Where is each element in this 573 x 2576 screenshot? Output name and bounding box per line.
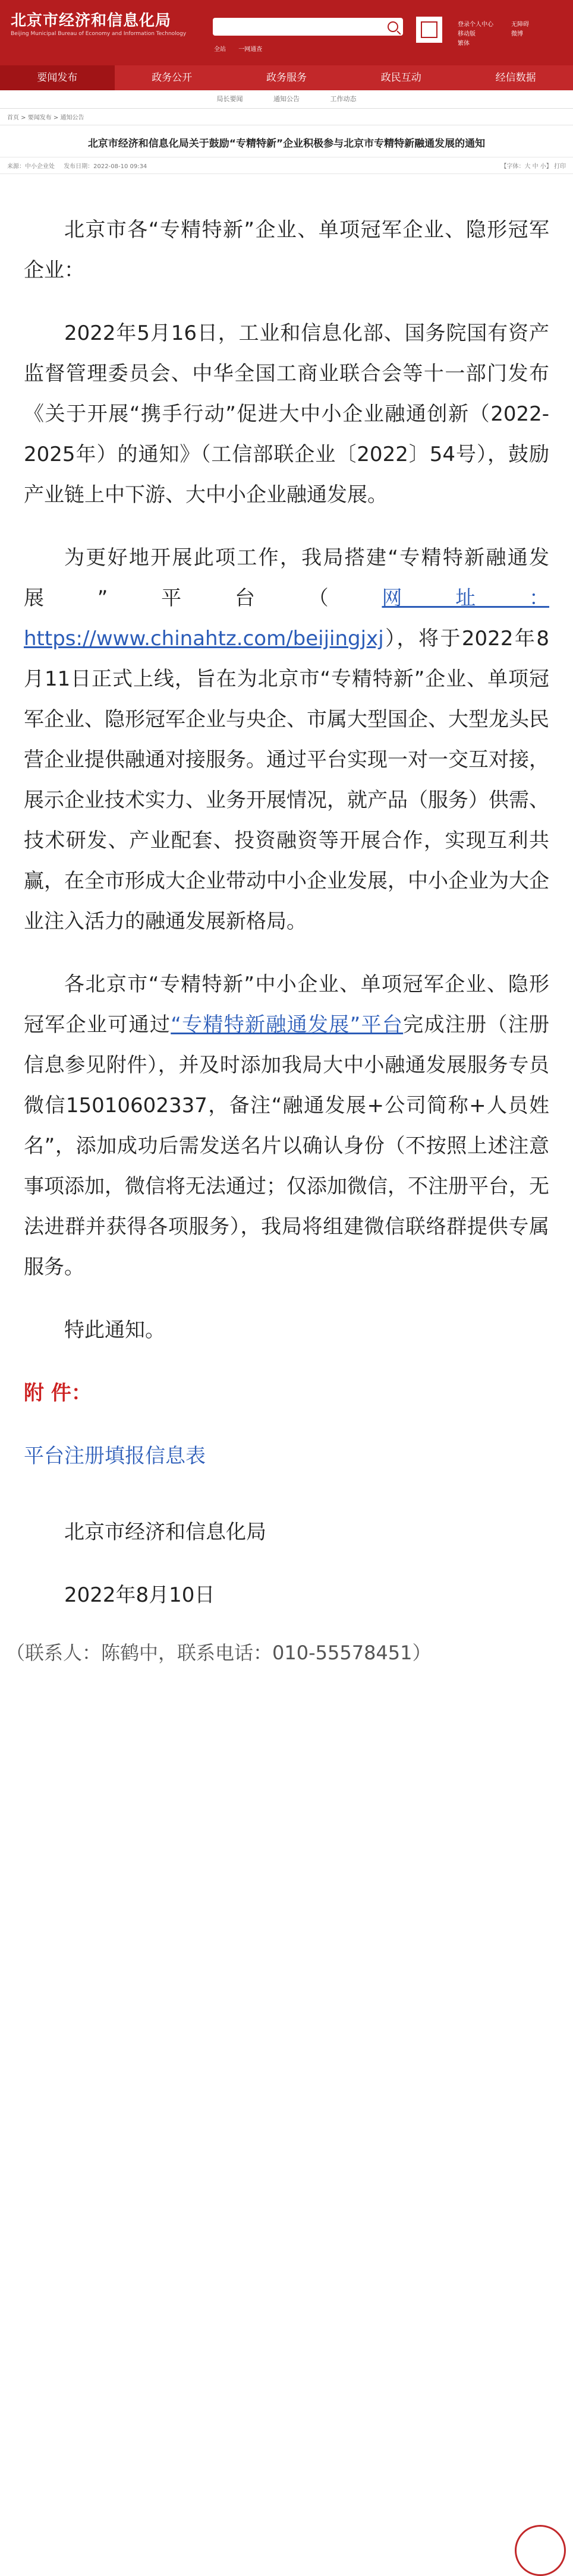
top-links-left (458, 20, 493, 49)
search-icon[interactable] (388, 21, 398, 32)
nav-item-services[interactable]: 政务服务 (266, 72, 307, 84)
article-meta (0, 157, 573, 174)
site-logo-subtitle: Beijing Municipal Bureau of Economy and Information Technology (11, 31, 187, 37)
contact-info: （联系人：陈鹤中，联系电话：010-55578451） (6, 1641, 432, 1664)
paragraph-platform: 为更好地开展此项工作，我局搭建“专精特新融通发展”平台（网址：https://www.chinahtz.com/beijingjxj），将于2022年8月11日正式上线，旨在为北京市“专精特新”企业、单项冠军企业、隐形冠军企业与央企、市属大型国企、大型龙头民营企业提供融通对接服务。通过平台实现一对一交互对接，展示企业技术实力、业务开展情况，就产品（服务）供需、技术研发、产业配套、投资融资等开展合作，实现互利共赢，在全市形成大企业带动中小企业发展，中小企业为大企业注入活力的融通发展新格局。 (24, 546, 550, 933)
paragraph-registration: 各北京市“专精特新”中小企业、单项冠军企业、隐形冠军企业可通过“专精特新融通发展”平台完成注册（注册信息参见附件），并及时添加我局大中小融通发展服务专员微信15010602337，备注“融通发展+公司简称+人员姓名”，添加成功后需发送名片以确认身份（不按照上述注意事项添加，微信将无法通过；仅添加微信，不注册平台，无法进群并获得各项服务），我局将组建微信联络群提供专属服务。 (24, 973, 550, 1279)
attachment-link[interactable]: 平台注册填报信息表 (24, 1444, 206, 1468)
paragraph-background: 2022年5月16日，工业和信息化部、国务院国有资产监督管理委员会、中华全国工商业联合会等十一部门发布《关于开展“携手行动”促进大中小企业融通创新（2022-2025年）的通知》（工信部联企业〔2022〕54号），鼓励产业链上中下游、大中小企业融通发展。 (24, 321, 549, 507)
site-logo-title[interactable]: 北京市经济和信息化局 (11, 12, 172, 30)
print-button[interactable]: 打印 (554, 163, 566, 170)
search-box (213, 18, 403, 36)
sub-nav (0, 90, 573, 109)
nav-item-news[interactable]: 要闻发布 (0, 65, 115, 90)
platform-link[interactable]: “专精特新融通发展”平台 (171, 1013, 404, 1037)
nav-item-interaction[interactable]: 政民互动 (380, 72, 421, 84)
accessibility-link[interactable]: 无障碍 (511, 21, 529, 28)
main-nav (0, 65, 573, 90)
weibo-link[interactable]: 微博 (511, 31, 523, 37)
article-body (0, 174, 573, 1615)
subnav-item-notices[interactable]: 通知公告 (273, 95, 300, 103)
paragraph-closing: 特此通知。 (64, 1318, 165, 1342)
subnav-item-leader-news[interactable]: 局长要闻 (216, 95, 243, 103)
login-link[interactable]: 登录个人中心 (458, 21, 493, 28)
footer-emblem-icon (515, 2525, 566, 2576)
traditional-link[interactable]: 繁体 (458, 40, 470, 47)
gov-emblem-icon (416, 17, 442, 43)
breadcrumb[interactable]: 首页 > 要闻发布 > 通知公告 (0, 109, 573, 125)
top-links-right (511, 20, 529, 39)
article-source: 来源：中小企业处 (7, 163, 55, 170)
subnav-item-work[interactable]: 工作动态 (330, 95, 357, 103)
scope-all-radio[interactable]: 全站 (214, 46, 226, 53)
article-title: 北京市经济和信息化局关于鼓励“专精特新”企业积极参与北京市专精特新融通发展的通知 (87, 138, 486, 150)
platform-url-link[interactable]: 网址：https://www.chinahtz.com/beijingjxj (24, 586, 550, 651)
site-header (0, 0, 573, 65)
scope-unified-radio[interactable]: 一网通查 (238, 46, 263, 53)
sign-date: 2022年8月10日 (64, 1583, 215, 1607)
font-size-control[interactable]: 【字体：大 中 小】 (500, 163, 552, 170)
nav-item-data[interactable]: 经信数据 (495, 72, 536, 84)
article-date: 发布日期：2022-08-10 09:34 (64, 163, 147, 170)
signer: 北京市经济和信息化局 (64, 1520, 266, 1544)
mobile-link[interactable]: 移动版 (458, 31, 476, 37)
attachment-label: 附 件： (24, 1381, 92, 1405)
search-input[interactable] (219, 19, 382, 36)
search-scope (214, 44, 273, 53)
paragraph-addressee: 北京市各“专精特新”企业、单项冠军企业、隐形冠军企业： (24, 218, 549, 282)
nav-item-public[interactable]: 政务公开 (152, 72, 193, 84)
